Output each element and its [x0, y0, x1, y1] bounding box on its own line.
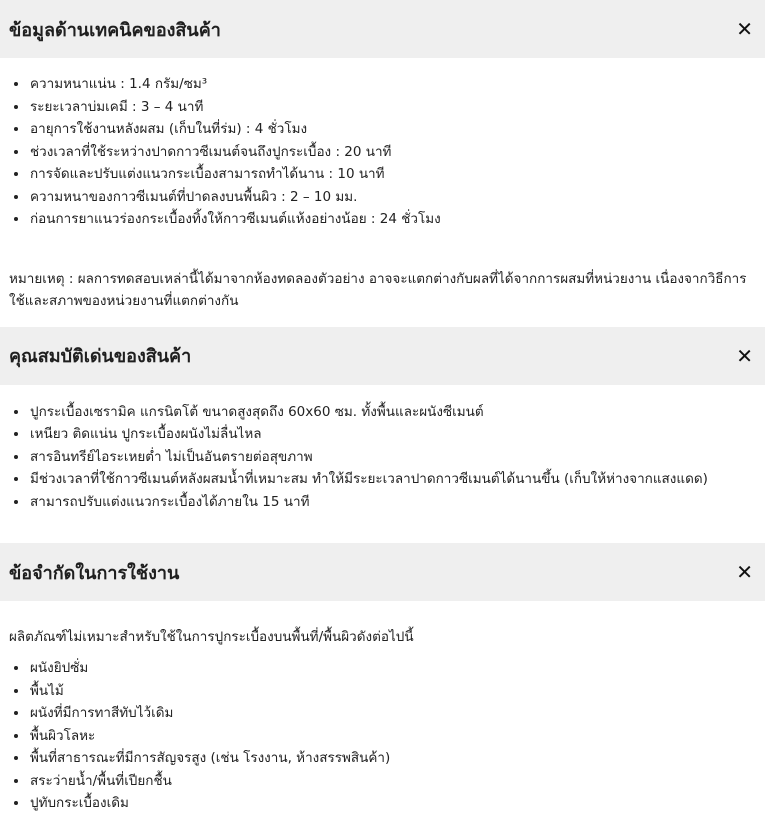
section-header-technical[interactable] [0, 0, 765, 58]
section-title: คุณสมบัติเด่นของสินค้า [9, 346, 192, 367]
list-item: • ก่อนการยาแนวร่องกระเบื้องทิ้งให้กาวซีเมนต์แห้งอย่างน้อย : 24 ชั่วโมง [29, 208, 756, 231]
list-item: • สามารถปรับแต่งแนวกระเบื้องได้ภายใน 15 นาที [29, 491, 756, 514]
list-item: • เหนียว ติดแน่น ปูกระเบื้องผนังไม่ลื่นไหล [29, 423, 756, 446]
section-header-limitations[interactable] [0, 543, 765, 601]
list-item: • ความหนาแน่น : 1.4 กรัม/ซม³ [29, 73, 756, 96]
list-item: • มีช่วงเวลาที่ใช้กาวซีเมนต์หลังผสมน้ำที่เหมาะสม ทำให้มีระยะเวลาปาดกาวซีเมนต์ได้นานขึ้น (เก็บให้ห่างจากแสงแดด) [29, 468, 756, 491]
note-text: หมายเหตุ : ผลการทดสอบเหล่านี้ได้มาจากห้องทดลองตัวอย่าง อาจจะแตกต่างกับผลที่ได้จากการผสมที่หน่วยงาน เนื่องจากวิธีการใช้และสภาพของหน่วยงานที่แตกต่างกัน [9, 270, 747, 309]
section-title: ข้อจำกัดในการใช้งาน [9, 562, 180, 584]
list-item: • ช่วงเวลาที่ใช้ระหว่างปาดกาวซีเมนต์จนถึงปูกระเบื้อง : 20 นาที [29, 141, 756, 164]
list-item: • สระว่ายน้ำ/พื้นที่เปียกชื้น [29, 770, 756, 793]
list-item: • ปูกระเบื้องเซรามิค แกรนิตโต้ ขนาดสูงสุดถึง 60x60 ซม. ทั้งพื้นและผนังซีเมนต์ [29, 401, 756, 424]
list-item: • ผนังยิปซั่ม [29, 657, 756, 680]
list-item: • พื้นที่สาธารณะที่มีการสัญจรสูง (เช่น โรงงาน, ห้างสรรพสินค้า) [29, 747, 756, 770]
list-item: • ผนังที่มีการทาสีทับไว้เดิม [29, 702, 756, 725]
list-item: • ความหนาของกาวซีเมนต์ที่ปาดลงบนพื้นผิว : 2 – 10 มม. [29, 186, 756, 209]
list-item: • สารอินทรีย์ไอระเหยต่ำ ไม่เป็นอันตรายต่อสุขภาพ [29, 446, 756, 469]
section-body-limitations [0, 626, 765, 815]
section-header-features[interactable] [0, 327, 765, 385]
technical-list [9, 58, 756, 231]
limitations-list [9, 648, 756, 815]
section-body-technical [0, 58, 765, 312]
list-item: • ปูทับกระเบื้องเดิม [29, 792, 756, 815]
list-item: • อายุการใช้งานหลังผสม (เก็บในที่ร่ม) : 4 ชั่วโมง [29, 118, 756, 141]
list-item: • พื้นไม้ [29, 680, 756, 703]
close-icon[interactable]: ✕ [736, 17, 753, 41]
list-item: • การจัดและปรับแต่งแนวกระเบื้องสามารถทำได้นาน : 10 นาที [29, 163, 756, 186]
list-item: • พื้นผิวโลหะ [29, 725, 756, 748]
close-icon[interactable]: ✕ [736, 343, 753, 368]
list-item: • ระยะเวลาบ่มเคมี : 3 – 4 นาที [29, 96, 756, 119]
section-title: ข้อมูลด้านเทคนิคของสินค้า [9, 19, 221, 41]
section-body-features [0, 385, 765, 514]
intro-text: ผลิตภัณฑ์ไม่เหมาะสำหรับใช้ในการปูกระเบื้องบนพื้นที่/พื้นผิวดังต่อไปนี้ [9, 629, 414, 645]
close-icon[interactable]: ✕ [736, 560, 753, 584]
features-list [9, 385, 756, 514]
